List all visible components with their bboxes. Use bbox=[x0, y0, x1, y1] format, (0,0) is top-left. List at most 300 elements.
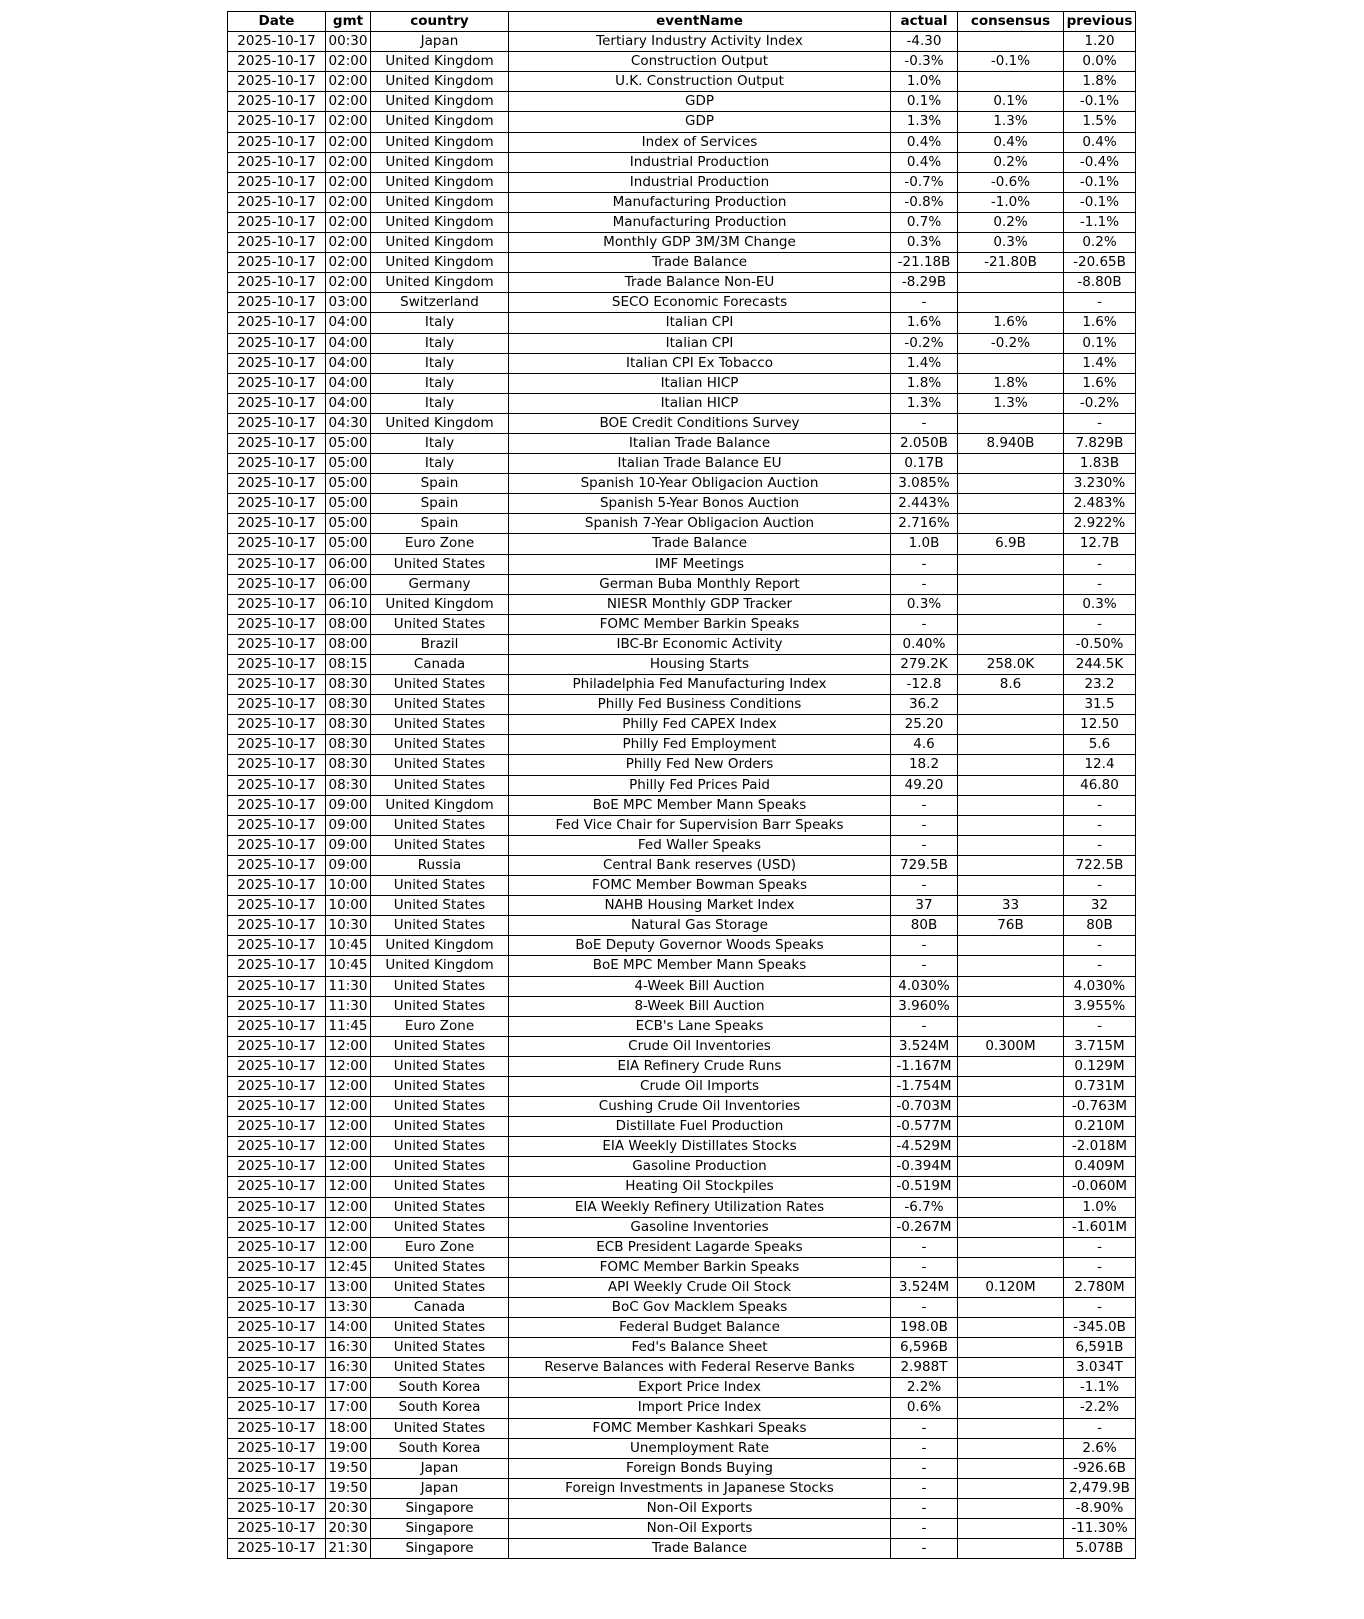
table-cell: United States bbox=[371, 1318, 509, 1338]
table-cell: 0.3% bbox=[1064, 594, 1136, 614]
table-cell: -8.29B bbox=[891, 273, 958, 293]
table-cell: 1.5% bbox=[1064, 112, 1136, 132]
table-row bbox=[228, 1498, 1136, 1518]
table-cell: Foreign Investments in Japanese Stocks bbox=[509, 1478, 891, 1498]
table-cell: United States bbox=[371, 614, 509, 634]
table-cell: -1.1% bbox=[1064, 212, 1136, 232]
table-row bbox=[228, 715, 1136, 735]
table-cell: United States bbox=[371, 1418, 509, 1438]
table-cell: 2025-10-17 bbox=[228, 1177, 326, 1197]
table-cell: United Kingdom bbox=[371, 112, 509, 132]
table-cell: -0.2% bbox=[958, 333, 1064, 353]
table-cell: Spain bbox=[371, 514, 509, 534]
table-cell: 2025-10-17 bbox=[228, 876, 326, 896]
table-cell: -4.30 bbox=[891, 32, 958, 52]
table-cell: - bbox=[1064, 1418, 1136, 1438]
table-row bbox=[228, 896, 1136, 916]
table-cell: South Korea bbox=[371, 1378, 509, 1398]
table-row bbox=[228, 1298, 1136, 1318]
table-cell: United States bbox=[371, 916, 509, 936]
table-cell: 3.524M bbox=[891, 1277, 958, 1297]
table-cell bbox=[958, 1237, 1064, 1257]
table-cell: - bbox=[891, 1237, 958, 1257]
table-cell: 0.3% bbox=[958, 233, 1064, 253]
table-cell: BoE Deputy Governor Woods Speaks bbox=[509, 936, 891, 956]
table-cell: 20:30 bbox=[326, 1519, 371, 1539]
table-row bbox=[228, 976, 1136, 996]
table-cell: Japan bbox=[371, 32, 509, 52]
table-cell: 02:00 bbox=[326, 72, 371, 92]
table-cell: Italy bbox=[371, 373, 509, 393]
table-cell bbox=[958, 554, 1064, 574]
table-cell: United States bbox=[371, 876, 509, 896]
table-cell: 2025-10-17 bbox=[228, 1056, 326, 1076]
table-cell: -8.90% bbox=[1064, 1498, 1136, 1518]
column-header-actual: actual bbox=[891, 12, 958, 32]
table-row bbox=[228, 1338, 1136, 1358]
table-cell: 1.4% bbox=[891, 353, 958, 373]
table-cell: - bbox=[1064, 614, 1136, 634]
table-cell: Euro Zone bbox=[371, 534, 509, 554]
table-cell bbox=[958, 574, 1064, 594]
table-header-row bbox=[228, 12, 1136, 32]
table-cell: 5.078B bbox=[1064, 1539, 1136, 1559]
table-cell: 19:50 bbox=[326, 1478, 371, 1498]
table-cell: - bbox=[891, 1418, 958, 1438]
table-cell bbox=[958, 1539, 1064, 1559]
table-cell: 2025-10-17 bbox=[228, 594, 326, 614]
table-cell: United Kingdom bbox=[371, 936, 509, 956]
table-cell: 4.030% bbox=[891, 976, 958, 996]
table-row bbox=[228, 192, 1136, 212]
table-cell: 10:45 bbox=[326, 956, 371, 976]
table-row bbox=[228, 333, 1136, 353]
table-cell: United States bbox=[371, 1277, 509, 1297]
table-row bbox=[228, 1478, 1136, 1498]
table-cell bbox=[958, 413, 1064, 433]
table-cell: United States bbox=[371, 1117, 509, 1137]
table-cell: 49.20 bbox=[891, 775, 958, 795]
table-cell: 02:00 bbox=[326, 273, 371, 293]
table-cell: 12.4 bbox=[1064, 755, 1136, 775]
table-cell: -0.519M bbox=[891, 1177, 958, 1197]
table-cell: -0.267M bbox=[891, 1217, 958, 1237]
table-cell: 04:00 bbox=[326, 313, 371, 333]
table-cell: 2025-10-17 bbox=[228, 233, 326, 253]
table-cell: United States bbox=[371, 775, 509, 795]
table-cell: 258.0K bbox=[958, 655, 1064, 675]
table-cell: Philly Fed Employment bbox=[509, 735, 891, 755]
table-row bbox=[228, 916, 1136, 936]
table-cell bbox=[958, 835, 1064, 855]
table-cell: 2025-10-17 bbox=[228, 916, 326, 936]
table-cell: 1.6% bbox=[1064, 373, 1136, 393]
table-cell: 04:00 bbox=[326, 393, 371, 413]
table-cell: Italy bbox=[371, 353, 509, 373]
table-cell: 1.0B bbox=[891, 534, 958, 554]
table-cell: 2025-10-17 bbox=[228, 1398, 326, 1418]
table-cell: NIESR Monthly GDP Tracker bbox=[509, 594, 891, 614]
table-cell: Fed's Balance Sheet bbox=[509, 1338, 891, 1358]
table-cell bbox=[958, 876, 1064, 896]
table-row bbox=[228, 1076, 1136, 1096]
table-cell: Canada bbox=[371, 1298, 509, 1318]
table-cell: 25.20 bbox=[891, 715, 958, 735]
table-cell: 46.80 bbox=[1064, 775, 1136, 795]
table-cell bbox=[958, 1016, 1064, 1036]
table-cell: 2025-10-17 bbox=[228, 996, 326, 1016]
table-row bbox=[228, 795, 1136, 815]
table-cell: Monthly GDP 3M/3M Change bbox=[509, 233, 891, 253]
table-cell: Singapore bbox=[371, 1519, 509, 1539]
table-row bbox=[228, 233, 1136, 253]
table-cell: 2025-10-17 bbox=[228, 52, 326, 72]
table-cell: Manufacturing Production bbox=[509, 192, 891, 212]
table-cell: - bbox=[891, 876, 958, 896]
table-cell: -0.7% bbox=[891, 172, 958, 192]
table-cell: United States bbox=[371, 1036, 509, 1056]
table-cell: United Kingdom bbox=[371, 92, 509, 112]
table-cell: 08:30 bbox=[326, 715, 371, 735]
table-cell: - bbox=[891, 293, 958, 313]
table-cell: 10:45 bbox=[326, 936, 371, 956]
table-cell: United States bbox=[371, 835, 509, 855]
table-cell: - bbox=[1064, 554, 1136, 574]
table-cell: 12:00 bbox=[326, 1217, 371, 1237]
table-cell: 09:00 bbox=[326, 815, 371, 835]
table-cell: BoE MPC Member Mann Speaks bbox=[509, 795, 891, 815]
table-cell: 2.2% bbox=[891, 1378, 958, 1398]
table-cell: 3.955% bbox=[1064, 996, 1136, 1016]
column-header-previous: previous bbox=[1064, 12, 1136, 32]
table-row bbox=[228, 1539, 1136, 1559]
table-cell: Philly Fed CAPEX Index bbox=[509, 715, 891, 735]
table-cell: 2025-10-17 bbox=[228, 775, 326, 795]
table-cell: 21:30 bbox=[326, 1539, 371, 1559]
table-row bbox=[228, 594, 1136, 614]
table-cell: 04:30 bbox=[326, 413, 371, 433]
table-cell: - bbox=[891, 1458, 958, 1478]
table-cell: 10:00 bbox=[326, 876, 371, 896]
table-cell: 8-Week Bill Auction bbox=[509, 996, 891, 1016]
table-cell: 1.83B bbox=[1064, 454, 1136, 474]
table-cell: 12:00 bbox=[326, 1036, 371, 1056]
table-cell: 0.1% bbox=[1064, 333, 1136, 353]
table-cell: 5.6 bbox=[1064, 735, 1136, 755]
table-cell: 02:00 bbox=[326, 233, 371, 253]
table-cell bbox=[958, 474, 1064, 494]
table-cell: 3.034T bbox=[1064, 1358, 1136, 1378]
table-cell: Trade Balance bbox=[509, 1539, 891, 1559]
table-cell: -0.8% bbox=[891, 192, 958, 212]
table-row bbox=[228, 52, 1136, 72]
table-cell: 2025-10-17 bbox=[228, 212, 326, 232]
table-cell: 33 bbox=[958, 896, 1064, 916]
table-cell: Non-Oil Exports bbox=[509, 1519, 891, 1539]
table-cell: Natural Gas Storage bbox=[509, 916, 891, 936]
table-cell: 14:00 bbox=[326, 1318, 371, 1338]
table-cell: 36.2 bbox=[891, 695, 958, 715]
table-cell: 2025-10-17 bbox=[228, 333, 326, 353]
table-cell bbox=[958, 1056, 1064, 1076]
table-cell bbox=[958, 353, 1064, 373]
table-cell: 2025-10-17 bbox=[228, 715, 326, 735]
table-cell: Italian HICP bbox=[509, 373, 891, 393]
table-cell: 2025-10-17 bbox=[228, 1217, 326, 1237]
table-cell bbox=[958, 1217, 1064, 1237]
table-cell: 3.230% bbox=[1064, 474, 1136, 494]
economic-calendar-table-wrap bbox=[227, 11, 1136, 1559]
table-cell: 6,591B bbox=[1064, 1338, 1136, 1358]
table-cell: 12.7B bbox=[1064, 534, 1136, 554]
table-row bbox=[228, 112, 1136, 132]
table-cell: 04:00 bbox=[326, 353, 371, 373]
table-cell: FOMC Member Barkin Speaks bbox=[509, 614, 891, 634]
table-cell: -1.167M bbox=[891, 1056, 958, 1076]
table-cell: -0.394M bbox=[891, 1157, 958, 1177]
table-cell: Spanish 7-Year Obligacion Auction bbox=[509, 514, 891, 534]
table-cell bbox=[958, 1378, 1064, 1398]
table-cell: United Kingdom bbox=[371, 795, 509, 815]
table-cell: United States bbox=[371, 896, 509, 916]
table-cell bbox=[958, 273, 1064, 293]
table-row bbox=[228, 554, 1136, 574]
table-cell: 2025-10-17 bbox=[228, 976, 326, 996]
table-cell: Fed Waller Speaks bbox=[509, 835, 891, 855]
table-cell: 2025-10-17 bbox=[228, 1458, 326, 1478]
table-cell: 02:00 bbox=[326, 132, 371, 152]
table-cell: Industrial Production bbox=[509, 172, 891, 192]
table-cell: -21.80B bbox=[958, 253, 1064, 273]
table-cell: Housing Starts bbox=[509, 655, 891, 675]
table-cell: United States bbox=[371, 735, 509, 755]
table-cell: United States bbox=[371, 1076, 509, 1096]
table-row bbox=[228, 534, 1136, 554]
table-row bbox=[228, 494, 1136, 514]
table-cell: 1.8% bbox=[1064, 72, 1136, 92]
table-cell: 05:00 bbox=[326, 433, 371, 453]
table-cell: 12.50 bbox=[1064, 715, 1136, 735]
table-cell: 11:30 bbox=[326, 976, 371, 996]
table-cell: -0.6% bbox=[958, 172, 1064, 192]
table-cell: 1.8% bbox=[891, 373, 958, 393]
table-cell: Euro Zone bbox=[371, 1237, 509, 1257]
table-cell: United Kingdom bbox=[371, 273, 509, 293]
table-cell: 02:00 bbox=[326, 192, 371, 212]
table-cell: 198.0B bbox=[891, 1318, 958, 1338]
table-cell: 2025-10-17 bbox=[228, 614, 326, 634]
table-row bbox=[228, 1458, 1136, 1478]
table-row bbox=[228, 253, 1136, 273]
table-cell: 2025-10-17 bbox=[228, 353, 326, 373]
table-cell: -8.80B bbox=[1064, 273, 1136, 293]
table-cell: Singapore bbox=[371, 1539, 509, 1559]
table-row bbox=[228, 1318, 1136, 1338]
table-cell: 10:00 bbox=[326, 896, 371, 916]
table-cell: -1.601M bbox=[1064, 1217, 1136, 1237]
table-cell: 06:10 bbox=[326, 594, 371, 614]
table-cell: 722.5B bbox=[1064, 855, 1136, 875]
table-cell: Reserve Balances with Federal Reserve Banks bbox=[509, 1358, 891, 1378]
table-cell: 76B bbox=[958, 916, 1064, 936]
table-cell: 2025-10-17 bbox=[228, 1519, 326, 1539]
table-cell: -345.0B bbox=[1064, 1318, 1136, 1338]
table-cell bbox=[958, 1458, 1064, 1478]
table-cell bbox=[958, 614, 1064, 634]
table-cell: - bbox=[891, 936, 958, 956]
table-cell: Spanish 5-Year Bonos Auction bbox=[509, 494, 891, 514]
table-cell bbox=[958, 755, 1064, 775]
table-cell: 08:00 bbox=[326, 614, 371, 634]
table-cell: 19:50 bbox=[326, 1458, 371, 1478]
table-row bbox=[228, 815, 1136, 835]
table-cell: Gasoline Production bbox=[509, 1157, 891, 1177]
table-cell: Italian CPI bbox=[509, 313, 891, 333]
table-cell: 244.5K bbox=[1064, 655, 1136, 675]
table-cell: 2025-10-17 bbox=[228, 172, 326, 192]
table-cell: 0.4% bbox=[1064, 132, 1136, 152]
table-row bbox=[228, 1097, 1136, 1117]
table-cell: BoC Gov Macklem Speaks bbox=[509, 1298, 891, 1318]
table-cell: -2.2% bbox=[1064, 1398, 1136, 1418]
table-cell bbox=[958, 996, 1064, 1016]
table-cell: 0.7% bbox=[891, 212, 958, 232]
table-cell: 2025-10-17 bbox=[228, 695, 326, 715]
table-cell: United States bbox=[371, 1097, 509, 1117]
table-cell: - bbox=[891, 1498, 958, 1518]
table-row bbox=[228, 1016, 1136, 1036]
table-cell: Crude Oil Imports bbox=[509, 1076, 891, 1096]
table-cell: Philly Fed Prices Paid bbox=[509, 775, 891, 795]
table-cell: - bbox=[1064, 956, 1136, 976]
table-cell: Spain bbox=[371, 494, 509, 514]
table-row bbox=[228, 1398, 1136, 1418]
table-cell: - bbox=[891, 1438, 958, 1458]
table-cell: 2025-10-17 bbox=[228, 554, 326, 574]
table-row bbox=[228, 1519, 1136, 1539]
table-cell: BOE Credit Conditions Survey bbox=[509, 413, 891, 433]
table-cell: 11:30 bbox=[326, 996, 371, 1016]
table-cell: 00:30 bbox=[326, 32, 371, 52]
table-cell: 31.5 bbox=[1064, 695, 1136, 715]
table-cell bbox=[958, 634, 1064, 654]
table-cell: 0.3% bbox=[891, 233, 958, 253]
table-cell: 0.120M bbox=[958, 1277, 1064, 1297]
table-cell: 12:00 bbox=[326, 1157, 371, 1177]
table-cell: 02:00 bbox=[326, 212, 371, 232]
table-row bbox=[228, 1438, 1136, 1458]
table-cell: -0.50% bbox=[1064, 634, 1136, 654]
table-cell: Italy bbox=[371, 454, 509, 474]
table-cell bbox=[958, 1318, 1064, 1338]
table-cell: 02:00 bbox=[326, 52, 371, 72]
table-cell: -0.1% bbox=[958, 52, 1064, 72]
table-cell: 05:00 bbox=[326, 494, 371, 514]
table-cell: Switzerland bbox=[371, 293, 509, 313]
table-cell: 06:00 bbox=[326, 554, 371, 574]
table-cell: Germany bbox=[371, 574, 509, 594]
table-cell: 05:00 bbox=[326, 474, 371, 494]
table-cell: Industrial Production bbox=[509, 152, 891, 172]
table-cell: 2.988T bbox=[891, 1358, 958, 1378]
table-cell: United States bbox=[371, 1137, 509, 1157]
table-cell: 2025-10-17 bbox=[228, 1257, 326, 1277]
table-row bbox=[228, 735, 1136, 755]
table-cell: -0.1% bbox=[1064, 192, 1136, 212]
table-cell: 1.3% bbox=[891, 112, 958, 132]
table-cell: 2025-10-17 bbox=[228, 1036, 326, 1056]
economic-calendar-table bbox=[227, 11, 1136, 1559]
table-cell bbox=[958, 1338, 1064, 1358]
table-row bbox=[228, 614, 1136, 634]
table-cell: United Kingdom bbox=[371, 72, 509, 92]
table-cell: -0.3% bbox=[891, 52, 958, 72]
table-cell: 03:00 bbox=[326, 293, 371, 313]
table-cell: -0.4% bbox=[1064, 152, 1136, 172]
table-cell: 08:30 bbox=[326, 735, 371, 755]
table-cell bbox=[958, 1358, 1064, 1378]
table-cell: 12:00 bbox=[326, 1237, 371, 1257]
table-cell: 2025-10-17 bbox=[228, 1237, 326, 1257]
table-cell bbox=[958, 1298, 1064, 1318]
table-cell: 2025-10-17 bbox=[228, 735, 326, 755]
table-cell: SECO Economic Forecasts bbox=[509, 293, 891, 313]
table-cell: 10:30 bbox=[326, 916, 371, 936]
table-row bbox=[228, 675, 1136, 695]
table-row bbox=[228, 1237, 1136, 1257]
table-cell: South Korea bbox=[371, 1438, 509, 1458]
table-cell: United States bbox=[371, 1177, 509, 1197]
table-cell bbox=[958, 1257, 1064, 1277]
table-cell: 2025-10-17 bbox=[228, 1197, 326, 1217]
table-cell: 12:00 bbox=[326, 1056, 371, 1076]
table-cell: Japan bbox=[371, 1478, 509, 1498]
table-cell: 2025-10-17 bbox=[228, 835, 326, 855]
table-cell bbox=[958, 454, 1064, 474]
table-cell: 0.4% bbox=[891, 132, 958, 152]
table-cell: 12:00 bbox=[326, 1177, 371, 1197]
table-cell: Brazil bbox=[371, 634, 509, 654]
table-cell: United States bbox=[371, 1257, 509, 1277]
table-row bbox=[228, 152, 1136, 172]
table-row bbox=[228, 1137, 1136, 1157]
table-cell: 08:00 bbox=[326, 634, 371, 654]
table-cell: 12:00 bbox=[326, 1197, 371, 1217]
table-cell: EIA Weekly Refinery Utilization Rates bbox=[509, 1197, 891, 1217]
table-cell: IBC-Br Economic Activity bbox=[509, 634, 891, 654]
table-cell: 04:00 bbox=[326, 333, 371, 353]
table-cell bbox=[958, 1157, 1064, 1177]
table-cell: 3.524M bbox=[891, 1036, 958, 1056]
table-row bbox=[228, 1036, 1136, 1056]
table-row bbox=[228, 1157, 1136, 1177]
table-cell: -6.7% bbox=[891, 1197, 958, 1217]
table-cell: 0.2% bbox=[1064, 233, 1136, 253]
table-row bbox=[228, 92, 1136, 112]
table-row bbox=[228, 1257, 1136, 1277]
table-cell: 17:00 bbox=[326, 1398, 371, 1418]
table-cell: - bbox=[891, 413, 958, 433]
table-cell: Construction Output bbox=[509, 52, 891, 72]
table-row bbox=[228, 755, 1136, 775]
table-cell: 2025-10-17 bbox=[228, 1498, 326, 1518]
table-cell: United Kingdom bbox=[371, 253, 509, 273]
table-cell: 2025-10-17 bbox=[228, 675, 326, 695]
table-cell: Italian CPI bbox=[509, 333, 891, 353]
table-cell: 1.3% bbox=[891, 393, 958, 413]
table-cell bbox=[958, 695, 1064, 715]
table-cell bbox=[958, 514, 1064, 534]
